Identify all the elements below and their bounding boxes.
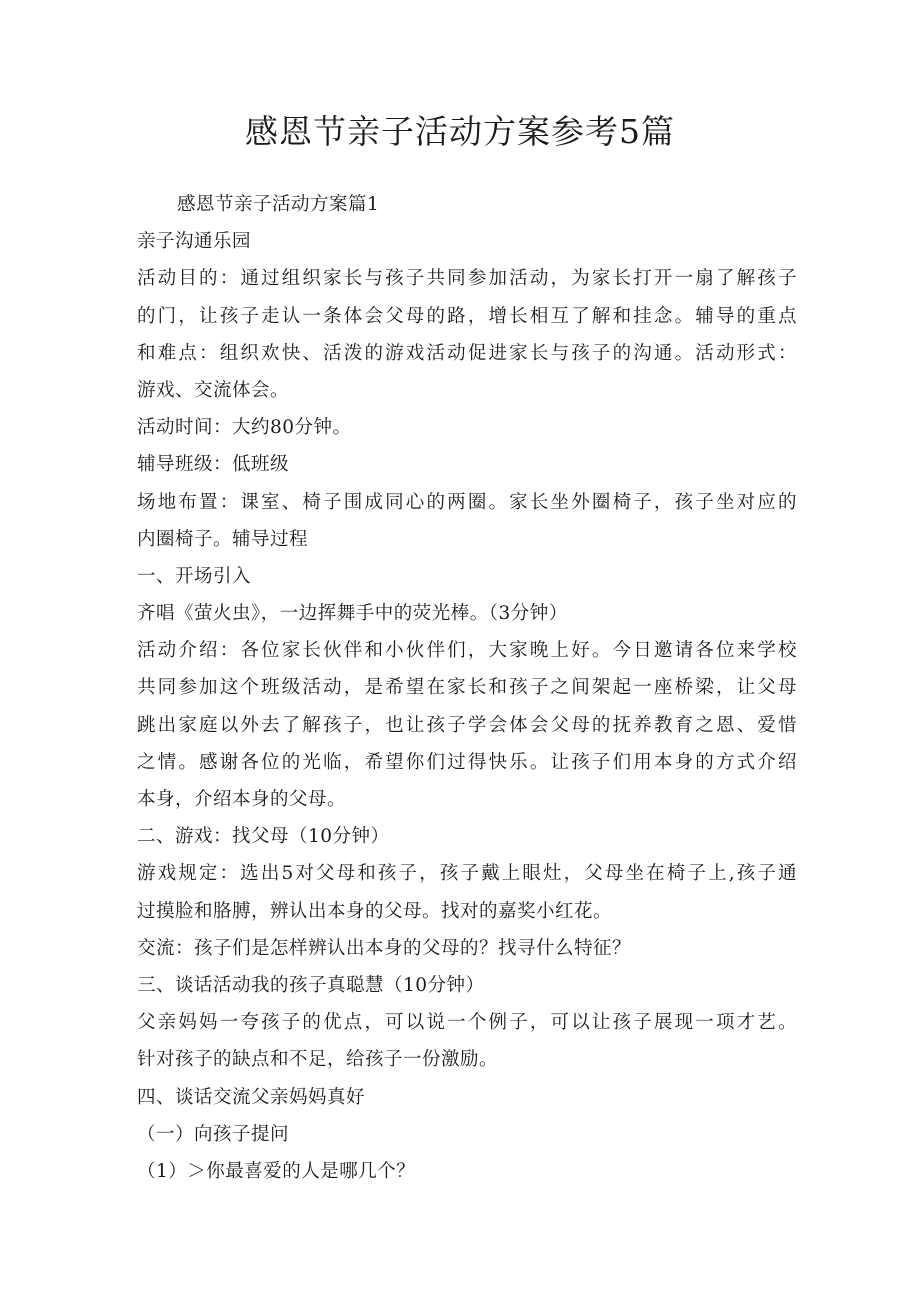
paragraph-line: 之情。感谢各位的光临，希望你们过得快乐。让孩子们用本身的方式介绍 — [137, 751, 797, 773]
paragraph-line: 亲子沟通乐园 — [137, 231, 252, 253]
paragraph-line: 本身，介绍本身的父母。 — [137, 789, 347, 810]
paragraph-line: 活动时间：大约80分钟。 — [137, 417, 352, 439]
paragraph-line: 内圈椅子。辅导过程 — [137, 528, 309, 550]
paragraph-line: 二、游戏：找父母（10分钟） — [137, 826, 390, 848]
paragraph-line: 三、谈话活动我的孩子真聪慧（10分钟） — [137, 974, 485, 996]
paragraph-line: 游戏、交流体会。 — [137, 379, 290, 401]
paragraph-line: 的门，让孩子走认一条体会父母的路，增长相互了解和挂念。辅导的重点 — [137, 305, 797, 327]
document-title: 感恩节亲子活动方案参考5篇 — [245, 112, 675, 151]
paragraph-line: （1）＞你最喜爱的人是哪几个？ — [137, 1160, 416, 1182]
paragraph-line: 和难点：组织欢快、活泼的游戏活动促进家长与孩子的沟通。活动形式： — [137, 342, 797, 364]
paragraph-line: 父亲妈妈一夸孩子的优点，可以说一个例子，可以让孩子展现一项才艺。 — [137, 1012, 797, 1034]
paragraph-line: 场地布置：课室、椅子围成同心的两圈。家长坐外圈椅子，孩子坐对应的 — [137, 491, 797, 513]
paragraph-line: 辅导班级：低班级 — [137, 454, 290, 476]
paragraph-line: 齐唱《萤火虫》，一边挥舞手中的荧光棒。（3分钟） — [137, 603, 568, 625]
section-heading: 感恩节亲子活动方案篇1 — [177, 194, 380, 215]
paragraph-line: 跳出家庭以外去了解孩子，也让孩子学会体会父母的抚养教育之恩、爱惜 — [137, 714, 797, 736]
paragraph-line: 交流：孩子们是怎样辨认出本身的父母的？找寻什么特征？ — [137, 937, 632, 959]
paragraph-line: 一、开场引入 — [137, 565, 252, 587]
paragraph-line: 针对孩子的缺点和不足，给孩子一份激励。 — [137, 1049, 499, 1071]
paragraph-line: 共同参加这个班级活动，是希望在家长和孩子之间架起一座桥梁，让父母 — [137, 677, 797, 699]
document-body — [137, 186, 797, 1190]
paragraph-line: 过摸脸和胳膊，辨认出本身的父母。找对的嘉奖小红花。 — [137, 900, 613, 922]
paragraph-line: 四、谈话交流父亲妈妈真好 — [137, 1086, 366, 1108]
paragraph-line: （一）向孩子提问 — [137, 1123, 290, 1145]
paragraph-line: 游戏规定：选出5对父母和孩子，孩子戴上眼灶，父母坐在椅子上,孩子通 — [137, 863, 797, 885]
paragraph-line: 活动目的：通过组织家长与孩子共同参加活动，为家长打开一扇了解孩子 — [137, 268, 797, 290]
paragraph-line: 活动介绍：各位家长伙伴和小伙伴们，大家晚上好。今日邀请各位来学校 — [137, 640, 797, 662]
